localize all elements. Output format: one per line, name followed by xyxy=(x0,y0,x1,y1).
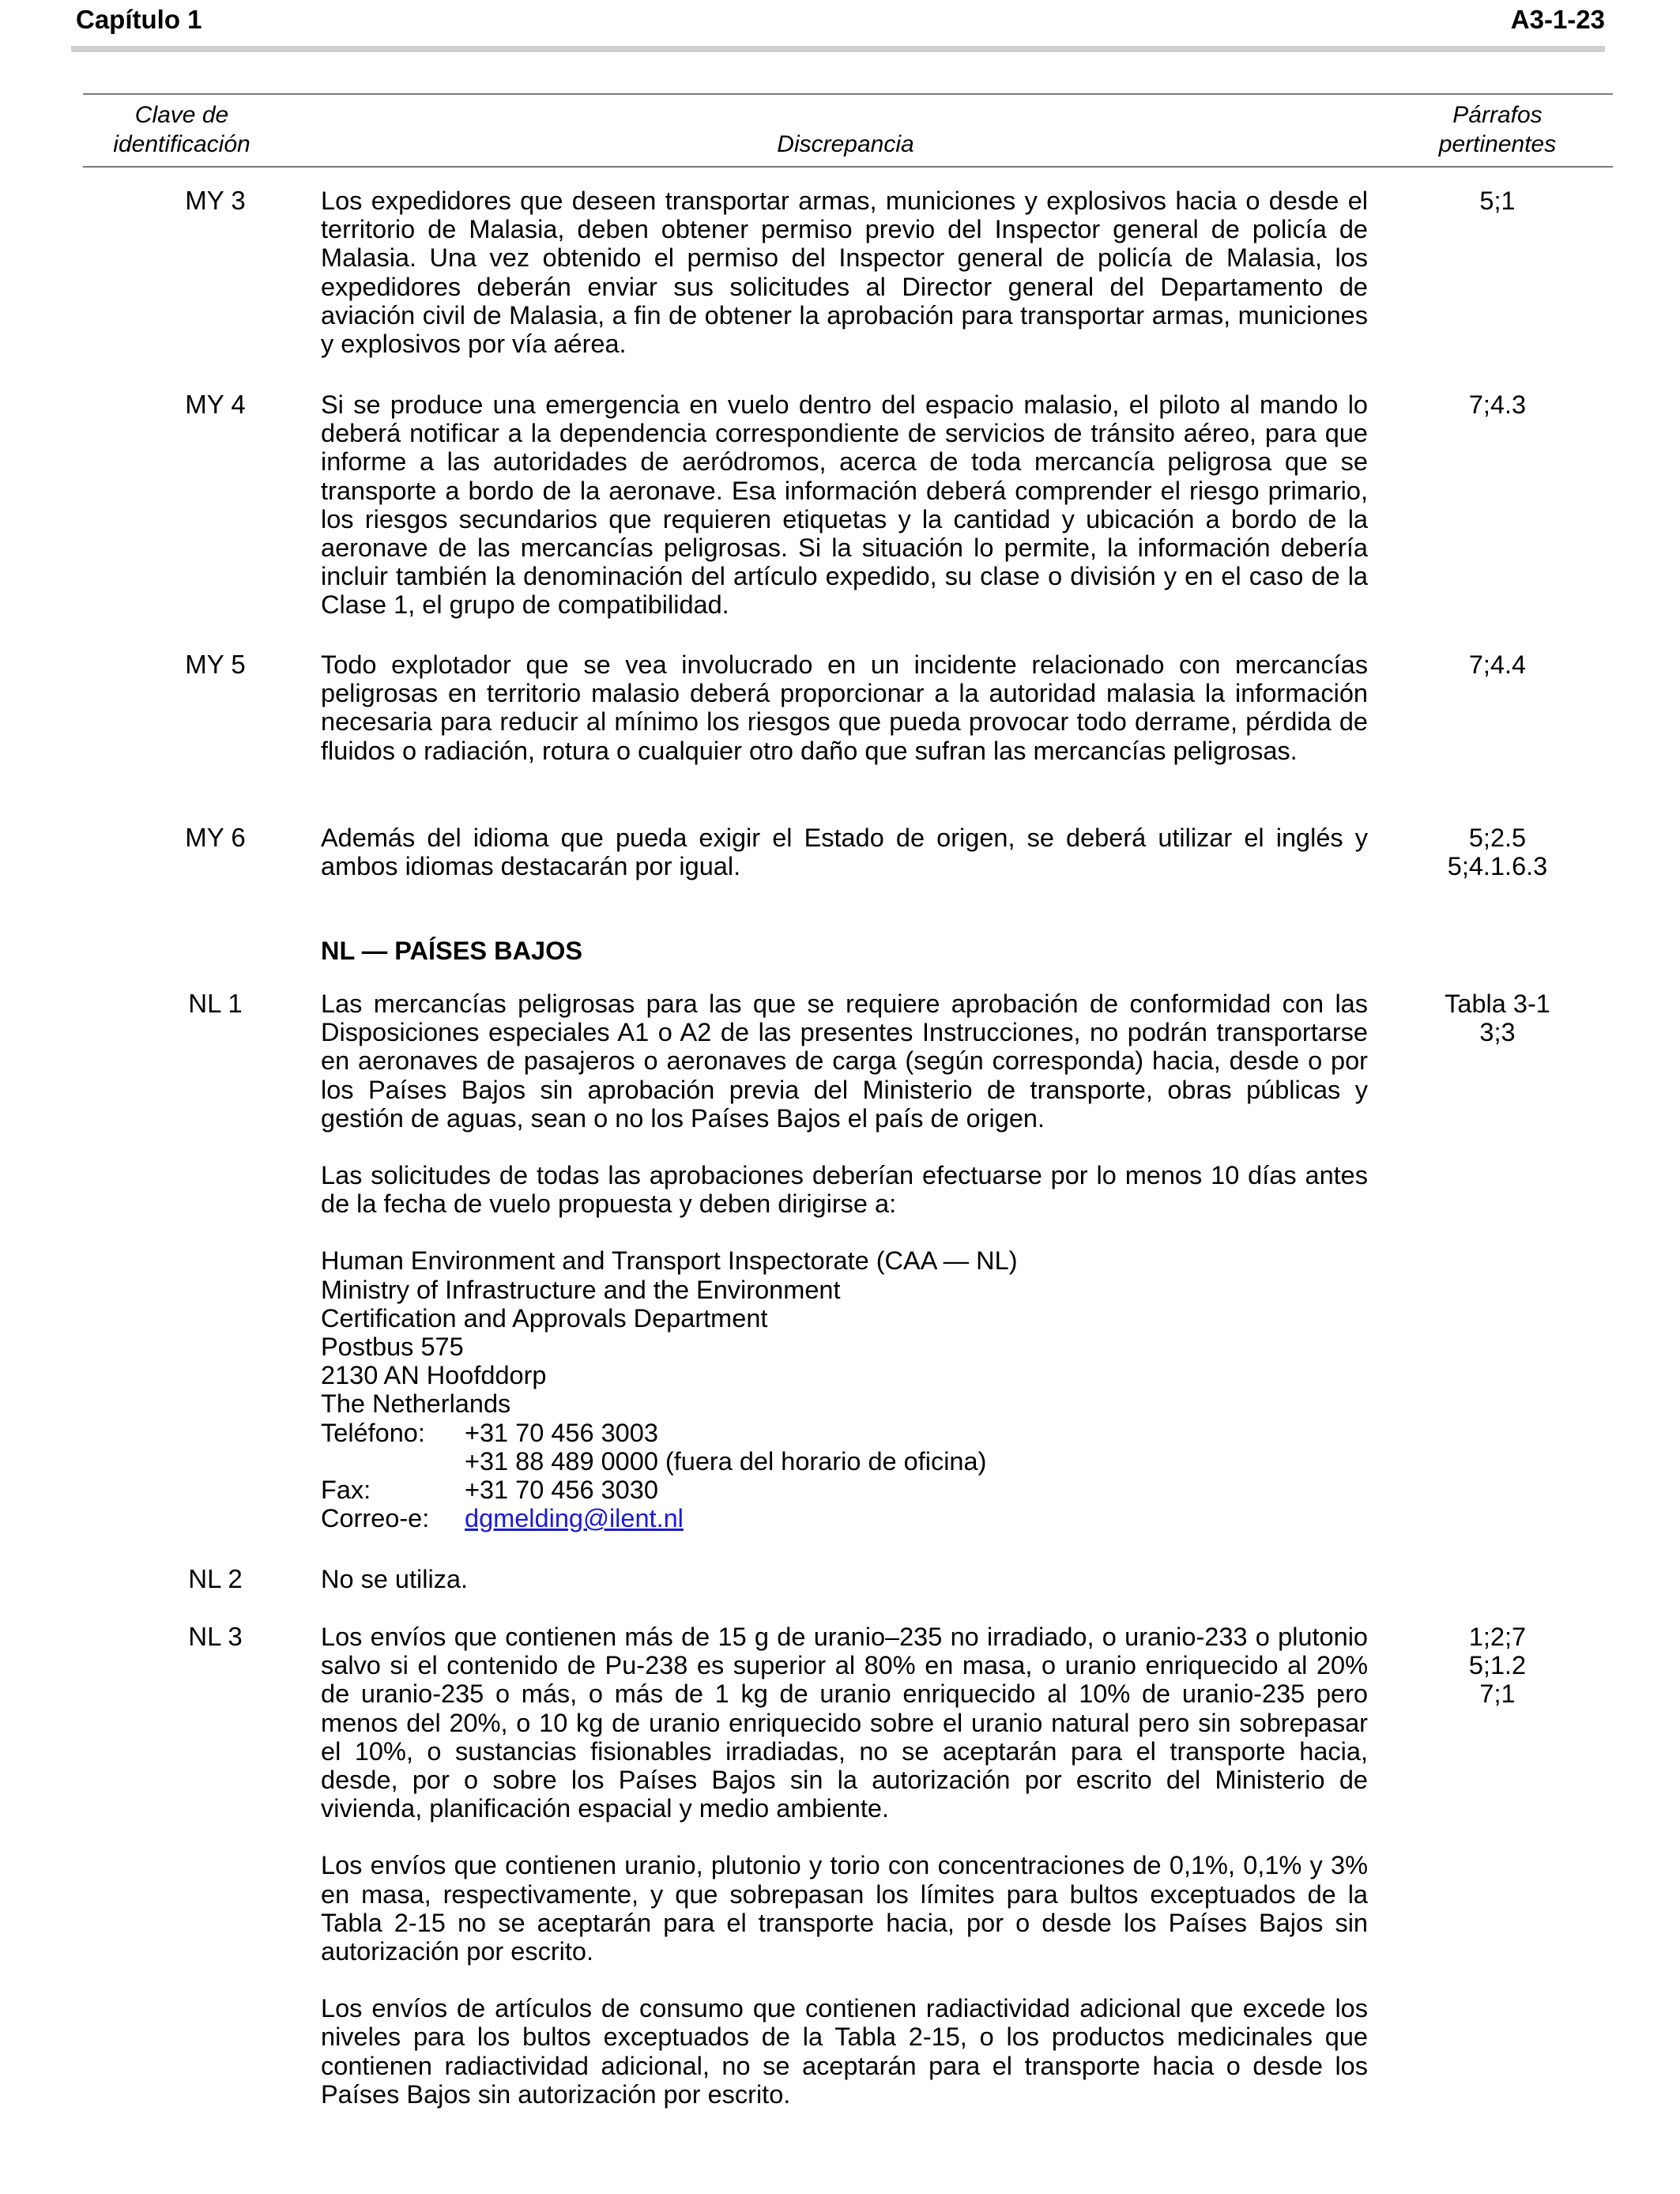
phone-number-alt: +31 88 489 0000 (fuera del horario de oficina) xyxy=(465,1446,987,1476)
row-refs xyxy=(1422,390,1573,419)
email-label: Correo-e: xyxy=(321,1504,430,1533)
row-key: MY 3 xyxy=(185,186,246,215)
phone-label: Teléfono: xyxy=(321,1418,425,1447)
row-key: MY 5 xyxy=(185,650,246,679)
row-ref: 3;3 xyxy=(1479,1018,1516,1047)
col-head-key-line2: identificación xyxy=(113,131,250,157)
row-text xyxy=(321,1623,1368,2109)
row-ref: 5;1 xyxy=(1479,187,1516,215)
row-key: MY 4 xyxy=(185,390,246,419)
row-paragraph: Las solicitudes de todas las aprobaciones deberían efectuarse por lo menos 10 días antes de la fecha de vuelo propuesta y deben dirigirse a: xyxy=(321,1161,1368,1219)
row-ref: 5;4.1.6.3 xyxy=(1447,852,1548,881)
row-key: NL 3 xyxy=(188,1622,243,1651)
phone-row-alt xyxy=(321,1447,1368,1476)
row-paragraph: Las mercancías peligrosas para las que se requiere aprobación de conformidad con las Disposiciones especiales A1 o A2 de las presentes Instrucciones, no podrán transportarse en aeronaves de pasajeros o aeronaves de carga (según corresponda) hacia, desde o por los Países Bajos sin aprobación previa del Ministerio de transporte, obras públicas y gestión de aguas, sean o no los Países Bajos el país de origen. xyxy=(321,990,1368,1133)
phone-label-spacer xyxy=(321,1447,465,1476)
section-title-nl: NL — PAÍSES BAJOS xyxy=(321,937,583,965)
address-line: Certification and Approvals Department xyxy=(321,1303,768,1333)
col-head-key-line1: Clave de xyxy=(134,102,229,128)
fax-number: +31 70 456 3030 xyxy=(465,1476,658,1505)
chapter-label: Capítulo 1 xyxy=(76,5,202,34)
phone-row xyxy=(321,1419,1368,1447)
address-line: Human Environment and Transport Inspectorate (CAA — NL) xyxy=(321,1246,1018,1276)
row-ref: 5;1.2 xyxy=(1468,1651,1527,1680)
fax-row xyxy=(321,1476,1368,1504)
email-row xyxy=(321,1504,1368,1532)
col-head-refs xyxy=(1418,100,1576,159)
row-text xyxy=(321,390,1368,620)
row-paragraph: Si se produce una emergencia en vuelo dentro del espacio malasio, el piloto al mando lo deberá notificar a la dependencia correspondiente de servicios de tránsito aéreo, para que informe a las autoridades de aeródromos, acerca de toda mercancía peligrosa que se transporte a bordo de la aeronave. Esa información deberá comprender el riesgo primario, los riesgos secundarios que requieren etiquetas y la cantidad y ubicación a bordo de la aeronave de las mercancías peligrosas. Si la situación lo permite, la información debería incluir también la denominación del artículo expedido, su clase o división y en el caso de la Clase 1, el grupo de compatibilidad. xyxy=(321,390,1368,620)
row-text xyxy=(321,650,1368,765)
row-paragraph: Los envíos que contienen uranio, plutonio y torio con concentraciones de 0,1%, 0,1% y 3% en masa, respectivamente, y que sobrepasan los límites para bultos exceptuados de la Tabla 2-15 no se aceptarán para el transporte hacia, por o desde los Países Bajos sin autorización por escrito. xyxy=(321,1851,1368,1966)
row-refs xyxy=(1422,1623,1573,1709)
row-text xyxy=(321,1565,1368,1593)
row-text xyxy=(321,990,1368,1532)
col-head-refs-line2: pertinentes xyxy=(1438,131,1557,157)
row-refs xyxy=(1422,187,1573,215)
row-paragraph: Además del idioma que pueda exigir el Estado de origen, se deberá utilizar el inglés y ambos idiomas destacarán por igual. xyxy=(321,824,1368,881)
row-key: NL 2 xyxy=(188,1564,243,1593)
row-ref: 1;2;7 xyxy=(1468,1623,1527,1651)
col-head-key xyxy=(111,100,253,159)
row-paragraph: Los envíos de artículos de consumo que contienen radiactividad adicional que excede los niveles para los bultos exceptuados de la Tabla 2-15, o los productos medicinales que contienen radiactividad adicional, no se aceptarán para el transporte hacia o desde los Países Bajos sin autorización por escrito. xyxy=(321,1994,1368,2109)
address-line: 2130 AN Hoofddorp xyxy=(321,1361,547,1390)
row-paragraph: Los expedidores que deseen transportar armas, municiones y explosivos hacia o desde el territorio de Malasia, deben obtener permiso previo del Inspector general de policía de Malasia. Una vez obtenido el permiso del Inspector general de policía de Malasia, los expedidores deberán enviar sus solicitudes al Director general del Departamento de aviación civil de Malasia, a fin de obtener la aprobación para transportar armas, municiones y explosivos por vía aérea. xyxy=(321,187,1368,359)
row-ref: 5;2.5 xyxy=(1468,824,1527,852)
email-link[interactable]: dgmelding@ilent.nl xyxy=(465,1504,684,1533)
row-paragraph: Todo explotador que se vea involucrado en un incidente relacionado con mercancías peligrosas en territorio malasio deberá proporcionar a la autoridad malasia la información necesaria para reducir al mínimo los riesgos que pueda provocar todo derrame, pérdida de fluidos o radiación, rotura o cualquier otro daño que sufran las mercancías peligrosas. xyxy=(321,650,1368,765)
col-head-refs-line1: Párrafos xyxy=(1452,102,1543,128)
row-key: NL 1 xyxy=(188,989,243,1018)
table-header-rule xyxy=(83,166,1613,168)
row-refs xyxy=(1422,990,1573,1046)
contact-address xyxy=(321,1246,1368,1532)
row-refs xyxy=(1422,650,1573,679)
address-line: Postbus 575 xyxy=(321,1333,464,1362)
phone-number: +31 70 456 3003 xyxy=(465,1418,658,1447)
row-text xyxy=(321,824,1368,880)
col-head-discrepancy: Discrepancia xyxy=(777,131,914,157)
row-ref: 7;1 xyxy=(1479,1679,1516,1709)
page-number: A3-1-23 xyxy=(1510,5,1605,34)
header-rule xyxy=(71,46,1605,52)
fax-label: Fax: xyxy=(321,1476,371,1505)
row-ref: 7;4.4 xyxy=(1468,650,1527,679)
address-line: Ministry of Infrastructure and the Environment xyxy=(321,1275,841,1304)
row-key: MY 6 xyxy=(185,823,246,852)
row-ref: 7;4.3 xyxy=(1468,390,1527,419)
row-text xyxy=(321,187,1368,358)
row-refs xyxy=(1422,824,1573,880)
address-line: The Netherlands xyxy=(321,1389,511,1419)
row-paragraph: Los envíos que contienen más de 15 g de uranio–235 no irradiado, o uranio-233 o plutonio salvo si el contenido de Pu-238 es superior al 80% en masa, o uranio enriquecido al 20% de uranio-235 o más, o más de 1 kg de uranio enriquecido al 10% de uranio-235 pero menos del 20%, o 10 kg de uranio enriquecido sobre el uranio natural pero sin sobrepasar el 10%, o sustancias fisionables irradiadas, no se aceptarán para el transporte hacia, desde, por o sobre los Países Bajos sin la autorización por escrito del Ministerio de vivienda, planificación espacial y medio ambiente. xyxy=(321,1623,1368,1823)
page-header xyxy=(71,5,1605,44)
row-paragraph: No se utiliza. xyxy=(321,1565,469,1593)
table-top-rule xyxy=(83,93,1613,95)
row-ref: Tabla 3-1 xyxy=(1445,990,1550,1018)
